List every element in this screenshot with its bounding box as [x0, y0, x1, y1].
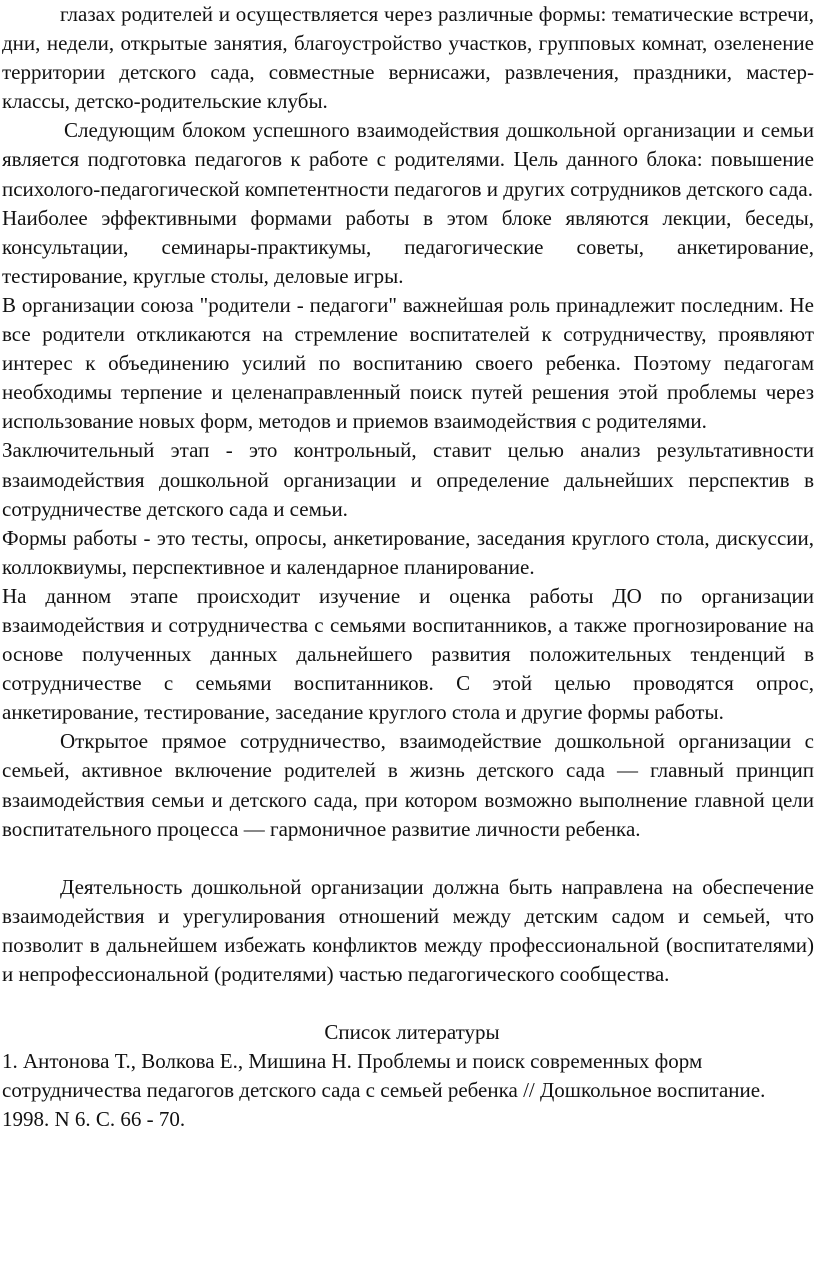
paragraph-conclusion: Деятельность дошкольной организации должна быть направлена на обеспечение взаимодействия и урегулирования отношений между детским садом и семьей, что позволит в дальнейшем избежать конфликтов между профессиональной (воспитателями) и непрофессиональной (родителями) частью педагогического сообщества.: [2, 874, 814, 986]
paragraph-effective-forms: Наиболее эффективными формами работы в этом блоке являются лекции, беседы, консультации, семинары-практикумы, педагогические советы, анкетирование, тестирование, круглые столы, деловые игры.: [2, 205, 814, 288]
paragraph-teacher-preparation: Следующим блоком успешного взаимодействия дошкольной организации и семьи является подготовка педагогов к работе с родителями. Цель данного блока: повышение психолого-педагогической компетентности педагогов и других сотрудников детского сада.: [2, 118, 814, 201]
section-spacer: [2, 989, 814, 1018]
paragraph-parents-teachers-union: В организации союза "родители - педагоги" важнейшая роль принадлежит последним. Не все родители откликаются на стремление воспитателей к сотрудничеству, проявляют интерес к объединению усилий по воспитанию своего ребенка. Поэтому педагогам необходимы терпение и целенаправленный поиск путей решения этой проблемы через использование новых форм, методов и приемов взаимодействия с родителями.: [2, 292, 814, 434]
reference-item: 1. Антонова Т., Волкова Е., Мишина Н. Проблемы и поиск современных форм сотрудничества педагогов детского сада с семьей ребенка // Дошкольное воспитание. 1998. N 6. С. 66 - 70.: [2, 1049, 766, 1132]
paragraph-final-stage: Заключительный этап - это контрольный, ставит целью анализ результативности взаимодействия дошкольной организации и определение дальнейших перспектив в сотрудничестве детского сада и семьи.: [2, 438, 814, 521]
paragraph-spacer: [2, 844, 814, 873]
document-page: [2, 0, 814, 1134]
paragraph-open-cooperation: Открытое прямое сотрудничество, взаимодействие дошкольной организации с семьей, активное включение родителей в жизнь детского сада — главный принцип взаимодействия семьи и детского сада, при котором возможно выполнение главной цели воспитательного процесса — гармоничное развитие личности ребенка.: [2, 729, 814, 841]
paragraph-work-forms: Формы работы - это тесты, опросы, анкетирование, заседания круглого стола, дискуссии, коллоквиумы, перспективное и календарное планирование.: [2, 525, 814, 579]
paragraph-forms-of-interaction: глазах родителей и осуществляется через различные формы: тематические встречи, дни, недели, открытые занятия, благоустройство участков, групповых комнат, озеленение территории детского сада, совместные вернисажи, развлечения, праздники, мастер-классы, детско-родительские клубы.: [2, 2, 814, 114]
paragraph-evaluation-stage: На данном этапе происходит изучение и оценка работы ДО по организации взаимодействия и сотрудничества с семьями воспитанников, а также прогнозирование на основе полученных данных дальнейшего развития положительных тенденций в сотрудничестве с семьями воспитанников. С этой целью проводятся опрос, анкетирование, тестирование, заседание круглого стола и другие формы работы.: [2, 583, 814, 725]
references-title: Список литературы: [324, 1020, 500, 1045]
